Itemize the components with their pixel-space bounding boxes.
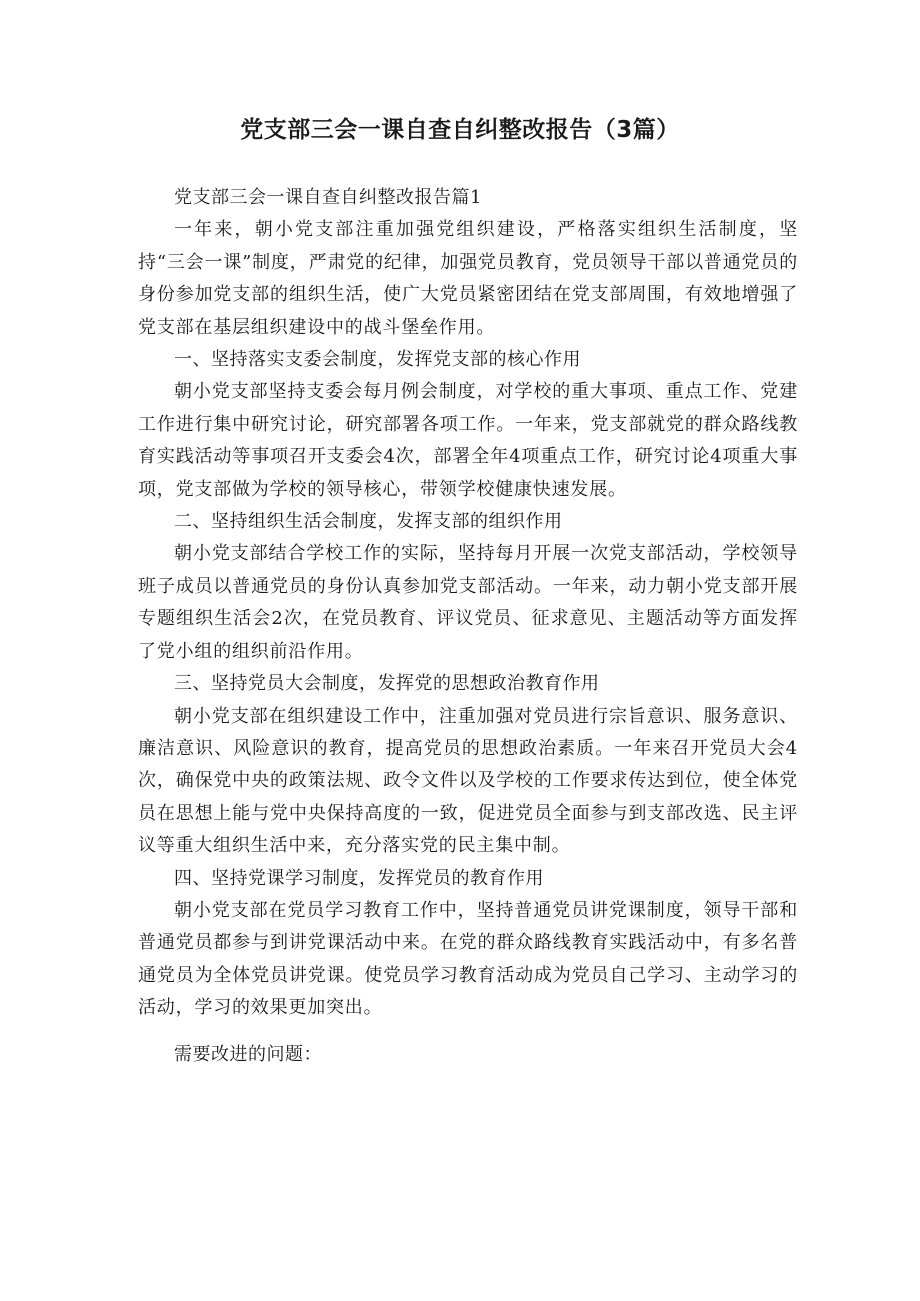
section-heading-3: 三、坚持党员大会制度，发挥党的思想政治教育作用 <box>174 673 600 695</box>
section-subtitle: 党支部三会一课自查自纠整改报告篇1 <box>174 187 482 208</box>
document-body <box>138 182 798 1071</box>
intro-paragraph: 一年来，朝小党支部注重加强党组织建设，严格落实组织生活制度，坚持“三会一课”制度，严肃党的纪律，加强党员教育，党员领导干部以普通党员的身份参加党支部的组织生活，使广大党员紧密团结在党支部周围，有效地增强了党支部在基层组织建设中的战斗堡垒作用。 <box>138 219 798 338</box>
section-paragraph-1: 朝小党支部坚持支委会每月例会制度，对学校的重大事项、重点工作、党建工作进行集中研究讨论，研究部署各项工作。一年来，党支部就党的群众路线教育实践活动等事项召开支委会4次，部署全年4项重点工作，研究讨论4项重大事项，党支部做为学校的领导核心，带领学校健康快速发展。 <box>138 381 798 500</box>
section-heading-2: 二、坚持组织生活会制度，发挥支部的组织作用 <box>174 511 563 533</box>
section-paragraph-3: 朝小党支部在组织建设工作中，注重加强对党员进行宗旨意识、服务意识、廉洁意识、风险意识的教育，提高党员的思想政治素质。一年来召开党员大会4次，确保党中央的政策法规、政令文件以及学校的工作要求传达到位，使全体党员在思想上能与党中央保持高度的一致，促进党员全面参与到支部改选、民主评议等重大组织生活中来，充分落实党的民主集中制。 <box>138 705 798 857</box>
document-title: 党支部三会一课自查自纠整改报告（3篇） <box>240 117 680 143</box>
section-heading-1: 一、坚持落实支委会制度，发挥党支部的核心作用 <box>174 349 581 371</box>
section-heading-4: 四、坚持党课学习制度，发挥党员的教育作用 <box>174 867 544 889</box>
issues-heading: 需要改进的问题： <box>174 1043 322 1065</box>
section-paragraph-2: 朝小党支部结合学校工作的实际，坚持每月开展一次党支部活动，学校领导班子成员以普通党员的身份认真参加党支部活动。一年来，动力朝小党支部开展专题组织生活会2次，在党员教育、评议党员、征求意见、主题活动等方面发挥了党小组的组织前沿作用。 <box>138 543 798 662</box>
section-paragraph-4: 朝小党支部在党员学习教育工作中，坚持普通党员讲党课制度，领导干部和普通党员都参与到讲党课活动中来。在党的群众路线教育实践活动中，有多名普通党员为全体党员讲党课。使党员学习教育活动成为党员自己学习、主动学习的活动，学习的效果更加突出。 <box>138 899 798 1019</box>
